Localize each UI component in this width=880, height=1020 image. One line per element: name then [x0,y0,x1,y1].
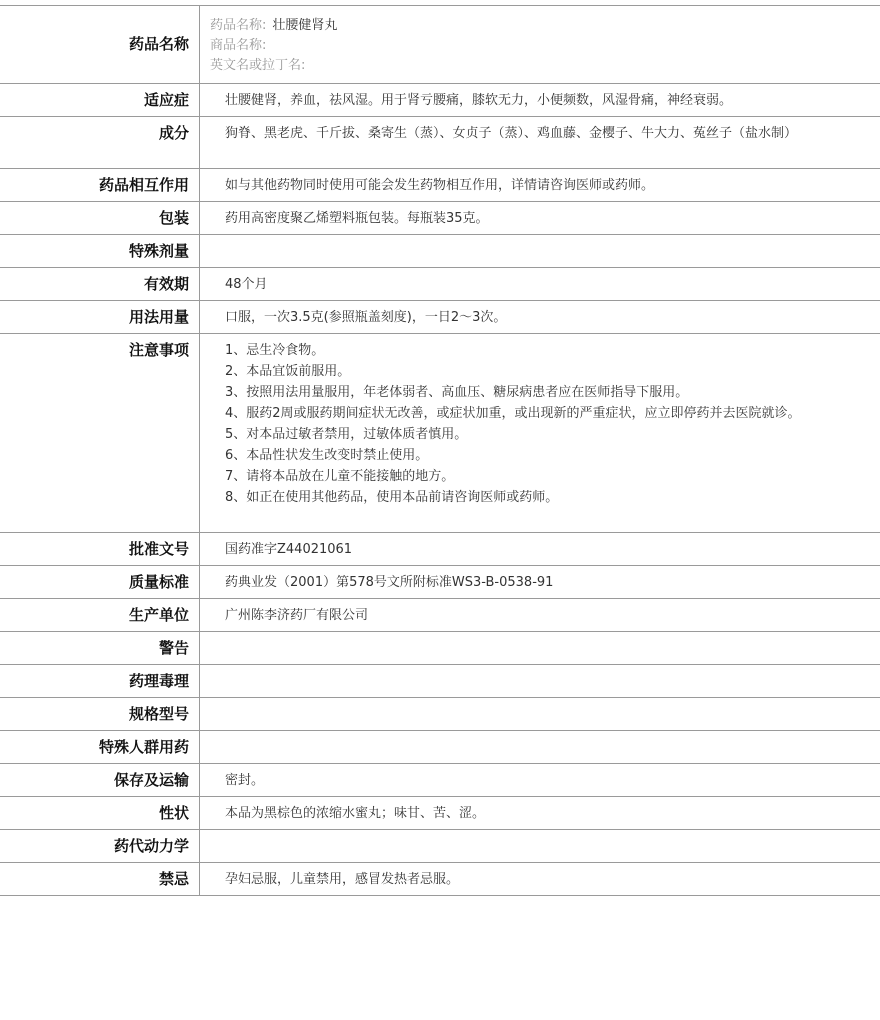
row-packaging [0,202,880,235]
row-indications [0,84,880,117]
generic-name-key: 药品名称: [210,18,267,33]
precaution-item: 6、本品性状发生改变时禁止使用。 [225,448,429,463]
row-specification [0,698,880,731]
precaution-item: 1、忌生冷食物。 [225,343,325,358]
row-pharmacology [0,665,880,698]
generic-name-value: 壮腰健肾丸 [272,18,338,33]
row-value: 国药准字Z44021061 [225,542,353,557]
row-value: 本品为黑棕色的浓缩水蜜丸；味甘、苦、涩。 [225,806,486,821]
row-label: 警告 [0,632,200,664]
row-ingredients [0,117,880,169]
precaution-item: 7、请将本品放在儿童不能接触的地方。 [225,469,455,484]
precaution-item: 4、服药2周或服药期间症状无改善，或症状加重，或出现新的严重症状，应立即停药并去医院就诊。 [225,406,801,421]
row-value: 广州陈李济药厂有限公司 [225,608,369,623]
row-value: 壮腰健肾，养血，祛风湿。用于肾亏腰痛，膝软无力，小便频数，风湿骨痛，神经衰弱。 [225,93,733,108]
precaution-item: 3、按照用法用量服用，年老体弱者、高血压、糖尿病患者应在医师指导下服用。 [225,385,689,400]
row-label: 禁忌 [0,863,200,895]
precaution-item: 8、如正在使用其他药品，使用本品前请咨询医师或药师。 [225,490,559,505]
row-label: 药品名称 [0,6,200,83]
drug-name-block [200,6,880,83]
row-label: 包装 [0,202,200,234]
row-warning [0,632,880,665]
row-label: 适应症 [0,84,200,116]
row-value [200,731,880,763]
row-label: 特殊人群用药 [0,731,200,763]
row-value [200,665,880,697]
row-contraindications [0,863,880,896]
row-label: 生产单位 [0,599,200,631]
row-label: 规格型号 [0,698,200,730]
row-value [200,235,880,267]
row-storage [0,764,880,797]
row-value [200,632,880,664]
precautions-list [200,334,880,532]
row-label: 用法用量 [0,301,200,333]
row-label: 批准文号 [0,533,200,565]
row-interactions [0,169,880,202]
row-label: 药代动力学 [0,830,200,862]
row-quality-standard [0,566,880,599]
english-name-key: 英文名或拉丁名: [210,58,306,73]
row-label: 成分 [0,117,200,168]
trade-name-key: 商品名称: [210,38,267,53]
row-value: 狗脊、黑老虎、千斤拔、桑寄生（蒸）、女贞子（蒸）、鸡血藤、金樱子、牛大力、菟丝子（盐水制） [225,126,798,141]
row-value: 药典业发（2001）第578号文所附标准WS3-B-0538-91 [225,575,554,590]
row-label: 质量标准 [0,566,200,598]
row-manufacturer [0,599,880,632]
trade-name-line [210,36,870,56]
row-drug-name [0,6,880,84]
row-value: 48个月 [225,277,268,292]
row-dosage [0,301,880,334]
row-label: 有效期 [0,268,200,300]
row-label: 药理毒理 [0,665,200,697]
row-value: 孕妇忌服，儿童禁用，感冒发热者忌服。 [225,872,460,887]
row-label: 保存及运输 [0,764,200,796]
drug-info-table [0,5,880,896]
row-label: 性状 [0,797,200,829]
row-expiry [0,268,880,301]
row-value [200,698,880,730]
row-value: 如与其他药物同时使用可能会发生药物相互作用，详情请咨询医师或药师。 [225,178,655,193]
row-label: 注意事项 [0,334,200,532]
precaution-item: 2、本品宜饭前服用。 [225,364,351,379]
row-label: 药品相互作用 [0,169,200,201]
generic-name-line [210,16,870,36]
row-precautions [0,334,880,533]
precaution-item: 5、对本品过敏者禁用，过敏体质者慎用。 [225,427,468,442]
row-value [200,830,880,862]
row-value: 口服，一次3.5克(参照瓶盖刻度)，一日2～3次。 [225,310,507,325]
row-pharmacokinetics [0,830,880,863]
row-special-dosage [0,235,880,268]
row-label: 特殊剂量 [0,235,200,267]
row-approval-number [0,533,880,566]
row-value: 药用高密度聚乙烯塑料瓶包装。每瓶装35克。 [225,211,489,226]
row-description [0,797,880,830]
english-name-line [210,56,870,76]
row-special-populations [0,731,880,764]
row-value: 密封。 [225,773,265,788]
